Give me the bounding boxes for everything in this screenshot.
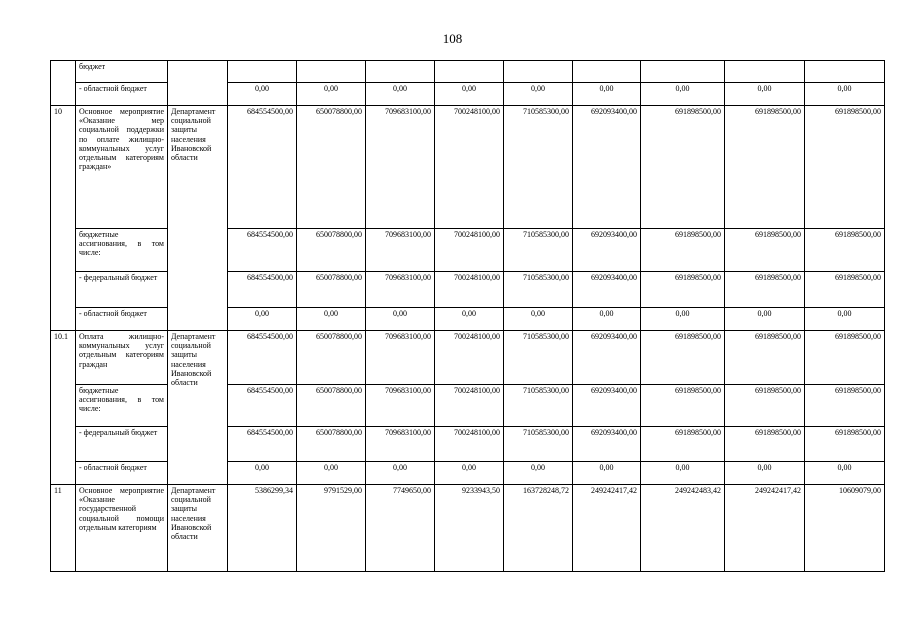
value-cell: 691898500,00 [805, 229, 885, 272]
value-cell: 691898500,00 [641, 427, 725, 462]
row-name-cell: - федеральный бюджет [76, 427, 168, 462]
value-cell: 0,00 [573, 462, 641, 485]
value-cell: 692093400,00 [573, 272, 641, 308]
value-cell: 9233943,50 [435, 485, 504, 572]
value-cell [435, 61, 504, 83]
value-cell: 9791529,00 [297, 485, 366, 572]
value-cell: 0,00 [366, 308, 435, 331]
value-cell: 700248100,00 [435, 331, 504, 385]
value-cell: 0,00 [228, 308, 297, 331]
value-cell: 0,00 [297, 83, 366, 106]
table-row [51, 106, 885, 229]
row-name-cell: - областной бюджет [76, 462, 168, 485]
value-cell: 249242483,42 [641, 485, 725, 572]
value-cell: 0,00 [297, 308, 366, 331]
value-cell: 0,00 [641, 83, 725, 106]
value-cell: 0,00 [573, 83, 641, 106]
value-cell: 691898500,00 [641, 106, 725, 229]
value-cell: 0,00 [805, 308, 885, 331]
value-cell: 709683100,00 [366, 385, 435, 427]
value-cell: 691898500,00 [805, 272, 885, 308]
value-cell: 710585300,00 [504, 106, 573, 229]
value-cell [641, 61, 725, 83]
value-cell: 0,00 [573, 308, 641, 331]
value-cell: 684554500,00 [228, 106, 297, 229]
value-cell: 0,00 [504, 462, 573, 485]
row-name-cell: Основное мероприятие «Оказание государственной социальной помощи отдельным категориям [76, 485, 168, 572]
row-name-cell: - федеральный бюджет [76, 272, 168, 308]
value-cell: 10609079,00 [805, 485, 885, 572]
responsible-cell: Департамент социальной защиты населения Ивановской области [168, 106, 228, 331]
value-cell: 650078800,00 [297, 385, 366, 427]
budget-table [50, 60, 885, 572]
value-cell: 0,00 [297, 462, 366, 485]
value-cell: 0,00 [641, 462, 725, 485]
row-name-cell: Основное мероприятие «Оказание мер социальной поддержки по оплате жилищно-коммунальных услуг отдельным категориям граждан» [76, 106, 168, 229]
value-cell [366, 61, 435, 83]
value-cell [805, 61, 885, 83]
row-name-cell: Оплата жилищно-коммунальных услуг отдельным категориям граждан [76, 331, 168, 385]
row-name-cell: - областной бюджет [76, 308, 168, 331]
value-cell: 692093400,00 [573, 427, 641, 462]
value-cell: 249242417,42 [725, 485, 805, 572]
value-cell: 7749650,00 [366, 485, 435, 572]
value-cell: 700248100,00 [435, 427, 504, 462]
row-name-cell: бюджетные ассигнования, в том числе: [76, 229, 168, 272]
value-cell: 0,00 [435, 462, 504, 485]
value-cell: 691898500,00 [641, 385, 725, 427]
value-cell: 5386299,34 [228, 485, 297, 572]
value-cell: 710585300,00 [504, 331, 573, 385]
value-cell: 650078800,00 [297, 106, 366, 229]
value-cell: 691898500,00 [725, 272, 805, 308]
value-cell: 710585300,00 [504, 427, 573, 462]
value-cell: 710585300,00 [504, 385, 573, 427]
value-cell [573, 61, 641, 83]
value-cell: 691898500,00 [725, 106, 805, 229]
value-cell: 691898500,00 [725, 427, 805, 462]
value-cell: 692093400,00 [573, 331, 641, 385]
value-cell: 684554500,00 [228, 229, 297, 272]
value-cell: 700248100,00 [435, 106, 504, 229]
value-cell: 691898500,00 [725, 229, 805, 272]
value-cell: 684554500,00 [228, 385, 297, 427]
table-row [51, 331, 885, 385]
value-cell: 0,00 [805, 83, 885, 106]
value-cell: 710585300,00 [504, 272, 573, 308]
value-cell: 691898500,00 [805, 331, 885, 385]
value-cell: 684554500,00 [228, 272, 297, 308]
row-number-cell: 10.1 [51, 331, 76, 485]
value-cell [504, 61, 573, 83]
value-cell: 691898500,00 [805, 106, 885, 229]
value-cell: 710585300,00 [504, 229, 573, 272]
value-cell: 700248100,00 [435, 385, 504, 427]
row-number-cell: 10 [51, 106, 76, 331]
row-number-cell [51, 61, 76, 106]
value-cell: 709683100,00 [366, 331, 435, 385]
row-name-cell: бюджет [76, 61, 168, 83]
value-cell: 0,00 [725, 308, 805, 331]
value-cell: 0,00 [504, 83, 573, 106]
value-cell: 0,00 [805, 462, 885, 485]
page-number: 108 [442, 31, 463, 46]
value-cell: 691898500,00 [641, 229, 725, 272]
value-cell: 650078800,00 [297, 331, 366, 385]
value-cell: 163728248,72 [504, 485, 573, 572]
value-cell: 691898500,00 [805, 427, 885, 462]
value-cell: 692093400,00 [573, 106, 641, 229]
responsible-cell [168, 61, 228, 106]
table-row [51, 485, 885, 572]
value-cell: 0,00 [435, 308, 504, 331]
value-cell: 0,00 [366, 83, 435, 106]
value-cell: 0,00 [228, 462, 297, 485]
value-cell: 684554500,00 [228, 331, 297, 385]
value-cell: 691898500,00 [805, 385, 885, 427]
value-cell: 650078800,00 [297, 272, 366, 308]
value-cell: 249242417,42 [573, 485, 641, 572]
value-cell: 691898500,00 [641, 331, 725, 385]
value-cell: 0,00 [228, 83, 297, 106]
value-cell: 0,00 [366, 462, 435, 485]
value-cell: 0,00 [725, 462, 805, 485]
value-cell: 0,00 [504, 308, 573, 331]
value-cell: 709683100,00 [366, 229, 435, 272]
value-cell: 0,00 [641, 308, 725, 331]
value-cell [725, 61, 805, 83]
value-cell [228, 61, 297, 83]
value-cell: 650078800,00 [297, 229, 366, 272]
row-name-cell: бюджетные ассигнования, в том числе: [76, 385, 168, 427]
responsible-cell: Департамент социальной защиты населения Ивановской области [168, 485, 228, 572]
value-cell: 692093400,00 [573, 229, 641, 272]
value-cell: 700248100,00 [435, 229, 504, 272]
value-cell: 0,00 [435, 83, 504, 106]
value-cell: 0,00 [725, 83, 805, 106]
value-cell [297, 61, 366, 83]
value-cell: 709683100,00 [366, 272, 435, 308]
value-cell: 691898500,00 [725, 385, 805, 427]
value-cell: 684554500,00 [228, 427, 297, 462]
value-cell: 709683100,00 [366, 106, 435, 229]
responsible-cell: Департамент социальной защиты населения Ивановской области [168, 331, 228, 485]
value-cell: 691898500,00 [725, 331, 805, 385]
value-cell: 700248100,00 [435, 272, 504, 308]
value-cell: 691898500,00 [641, 272, 725, 308]
value-cell: 692093400,00 [573, 385, 641, 427]
row-name-cell: - областной бюджет [76, 83, 168, 106]
value-cell: 650078800,00 [297, 427, 366, 462]
row-number-cell: 11 [51, 485, 76, 572]
value-cell: 709683100,00 [366, 427, 435, 462]
table-row [51, 61, 885, 83]
